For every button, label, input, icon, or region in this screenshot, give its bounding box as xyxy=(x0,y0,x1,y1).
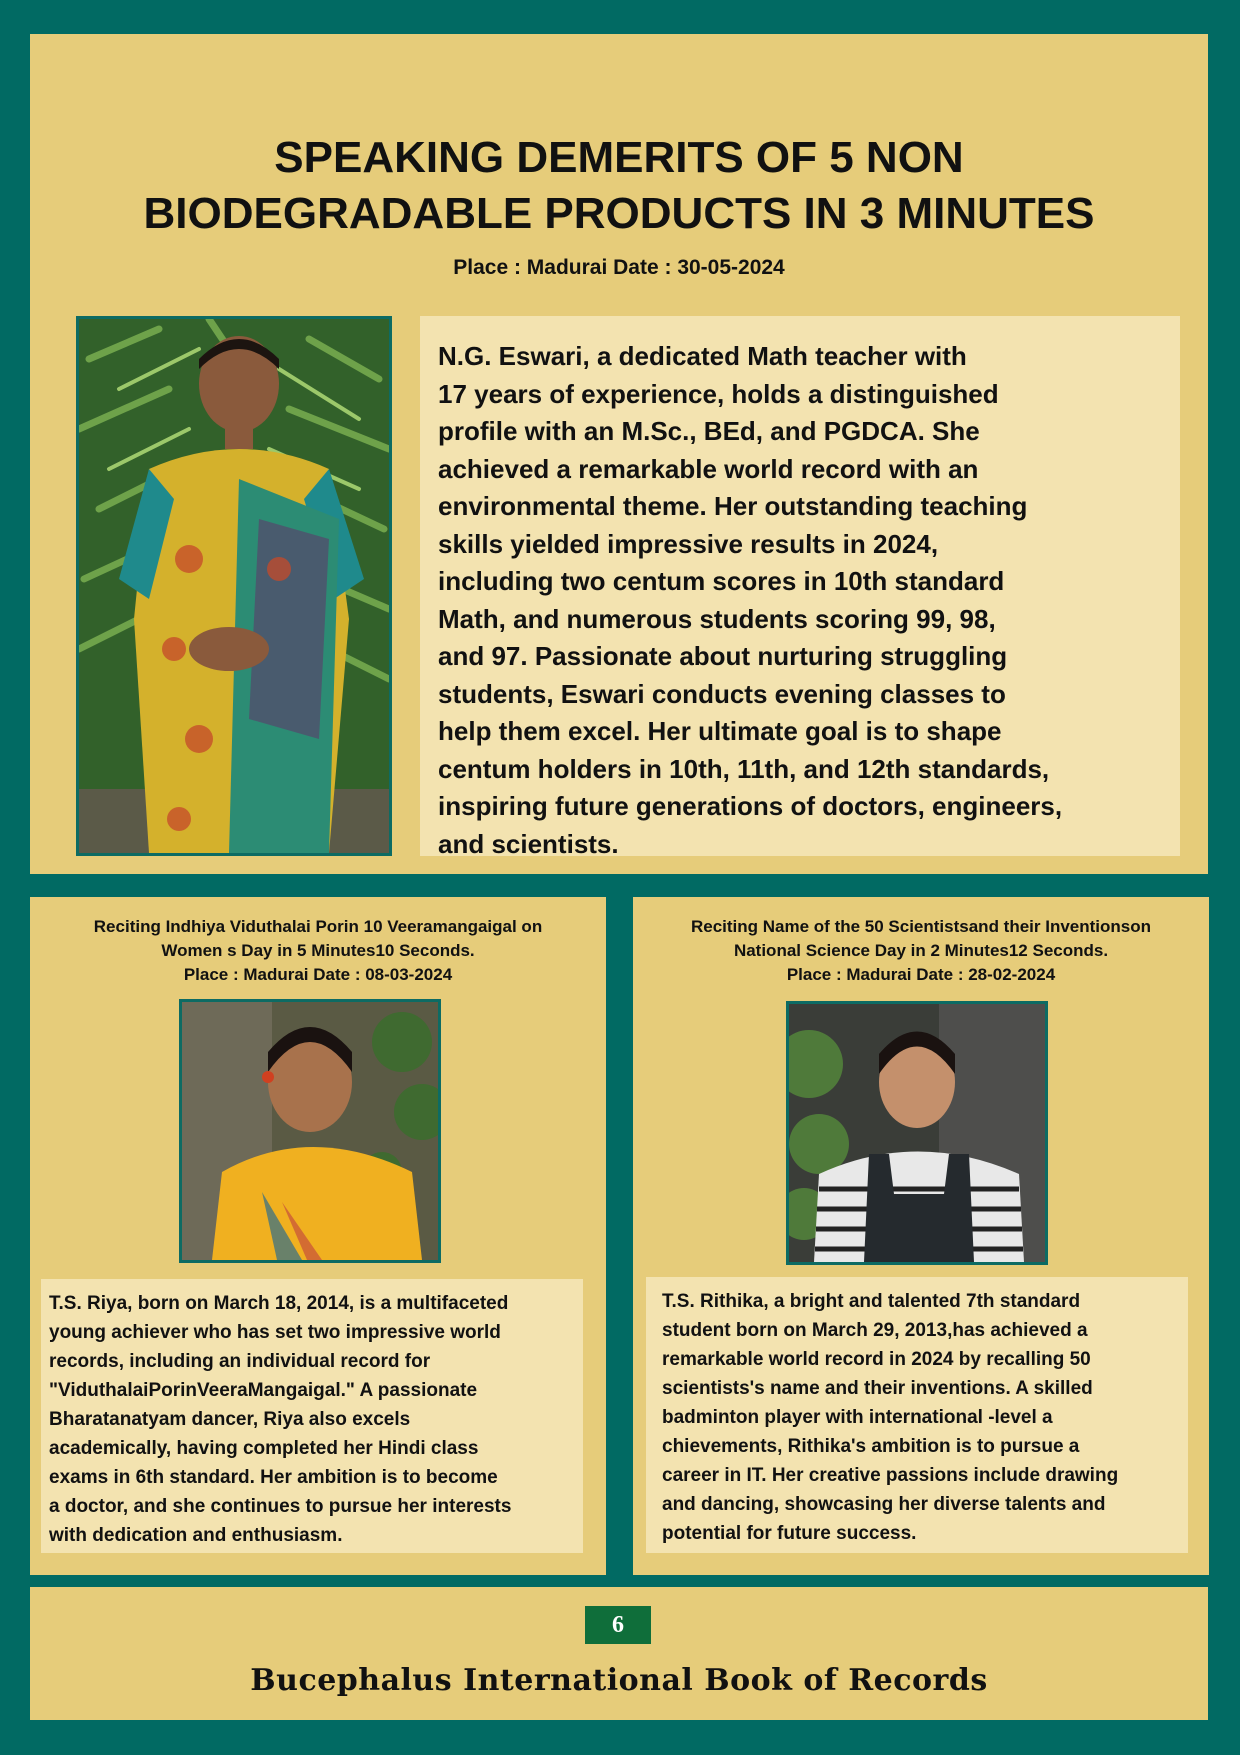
bio-line: centum holders in 10th, 11th, and 12th standards, xyxy=(438,753,1050,784)
bio-line: remarkable world record in 2024 by recalling 50 xyxy=(662,1349,1091,1370)
bio-line: "ViduthalaiPorinVeeraMangaigal." A passionate xyxy=(49,1380,478,1401)
rithika-record-panel xyxy=(633,897,1209,1575)
bio-line: with dedication and enthusiasm. xyxy=(49,1525,343,1546)
bio-line: and dancing, showcasing her diverse talents and xyxy=(662,1494,1106,1515)
bio-line: profile with an M.Sc., BEd, and PGDCA. She xyxy=(438,416,980,446)
page-number-badge: 6 xyxy=(585,1606,651,1644)
bio-line: scientists's name and their inventions. A skilled xyxy=(662,1378,1093,1399)
bio-line: and scientists. xyxy=(438,828,619,859)
riya-record-panel xyxy=(30,897,606,1575)
bio-line: skills yielded impressive results in 2024, xyxy=(438,528,939,559)
bio-line: potential for future success. xyxy=(662,1523,917,1544)
bio-line: young achiever who has set two impressive world xyxy=(49,1322,501,1343)
main-record-panel xyxy=(30,34,1208,874)
riya-record-heading xyxy=(40,915,596,987)
bio-line: T.S. Rithika, a bright and talented 7th standard xyxy=(662,1291,1081,1312)
main-title-line-1: SPEAKING DEMERITS OF 5 NON xyxy=(274,133,964,182)
riya-head-line-1: Reciting Indhiya Viduthalai Porin 10 Veeramangaigal on xyxy=(93,917,543,936)
bio-line: chievements, Rithika's ambition is to pursue a xyxy=(662,1436,1080,1457)
bio-line: N.G. Eswari, a dedicated Math teacher with xyxy=(438,341,967,371)
bio-line: and 97. Passionate about nurturing struggling xyxy=(438,641,1008,671)
riya-bio xyxy=(41,1279,583,1553)
bio-line: help them excel. Her ultimate goal is to shape xyxy=(438,716,1002,746)
rithika-place-date: Place : Madurai Date : 28-02-2024 xyxy=(786,965,1056,984)
rithika-head-line-1: Reciting Name of the 50 Scientistsand their Inventionson xyxy=(690,917,1152,936)
main-place-date: Place : Madurai Date : 30-05-2024 xyxy=(453,256,785,279)
main-title-line-2: BIODEGRADABLE PRODUCTS IN 3 MINUTES xyxy=(143,189,1095,238)
main-record-title xyxy=(30,130,1208,242)
rithika-bio xyxy=(646,1277,1188,1553)
bio-line: Math, and numerous students scoring 99, 98, xyxy=(438,603,996,634)
bio-line: environmental theme. Her outstanding teaching xyxy=(438,491,1028,521)
rithika-photo xyxy=(786,1001,1048,1265)
eswari-bio xyxy=(420,316,1180,859)
bio-line: 17 years of experience, holds a distinguished xyxy=(438,378,999,409)
bio-line: students, Eswari conducts evening classes to xyxy=(438,678,1006,709)
bio-line: exams in 6th standard. Her ambition is to become xyxy=(49,1467,498,1488)
riya-place-date: Place : Madurai Date : 08-03-2024 xyxy=(183,965,453,984)
page-footer xyxy=(30,1587,1208,1720)
bio-line: a doctor, and she continues to pursue her interests xyxy=(49,1496,512,1517)
bio-line: achieved a remarkable world record with an xyxy=(438,453,979,484)
bio-line: records, including an individual record for xyxy=(49,1351,431,1372)
bio-line: Bharatanatyam dancer, Riya also excels xyxy=(49,1409,411,1430)
riya-head-line-2: Women s Day in 5 Minutes10 Seconds. xyxy=(161,941,475,960)
bio-line: including two centum scores in 10th standard xyxy=(438,566,1005,596)
bio-line: career in IT. Her creative passions include drawing xyxy=(662,1465,1119,1486)
bio-line: T.S. Riya, born on March 18, 2014, is a multifaceted xyxy=(49,1293,509,1314)
rithika-head-line-2: National Science Day in 2 Minutes12 Seconds. xyxy=(733,941,1109,960)
eswari-photo xyxy=(76,316,392,856)
publication-title: Bucephalus International Book of Records xyxy=(250,1663,988,1698)
bio-line: student born on March 29, 2013,has achieved a xyxy=(662,1320,1088,1341)
rithika-record-heading xyxy=(643,915,1199,987)
riya-photo xyxy=(179,999,441,1263)
bio-line: inspiring future generations of doctors, engineers, xyxy=(438,791,1063,821)
bio-line: academically, having completed her Hindi class xyxy=(49,1438,479,1459)
bio-line: badminton player with international -level a xyxy=(662,1407,1053,1428)
